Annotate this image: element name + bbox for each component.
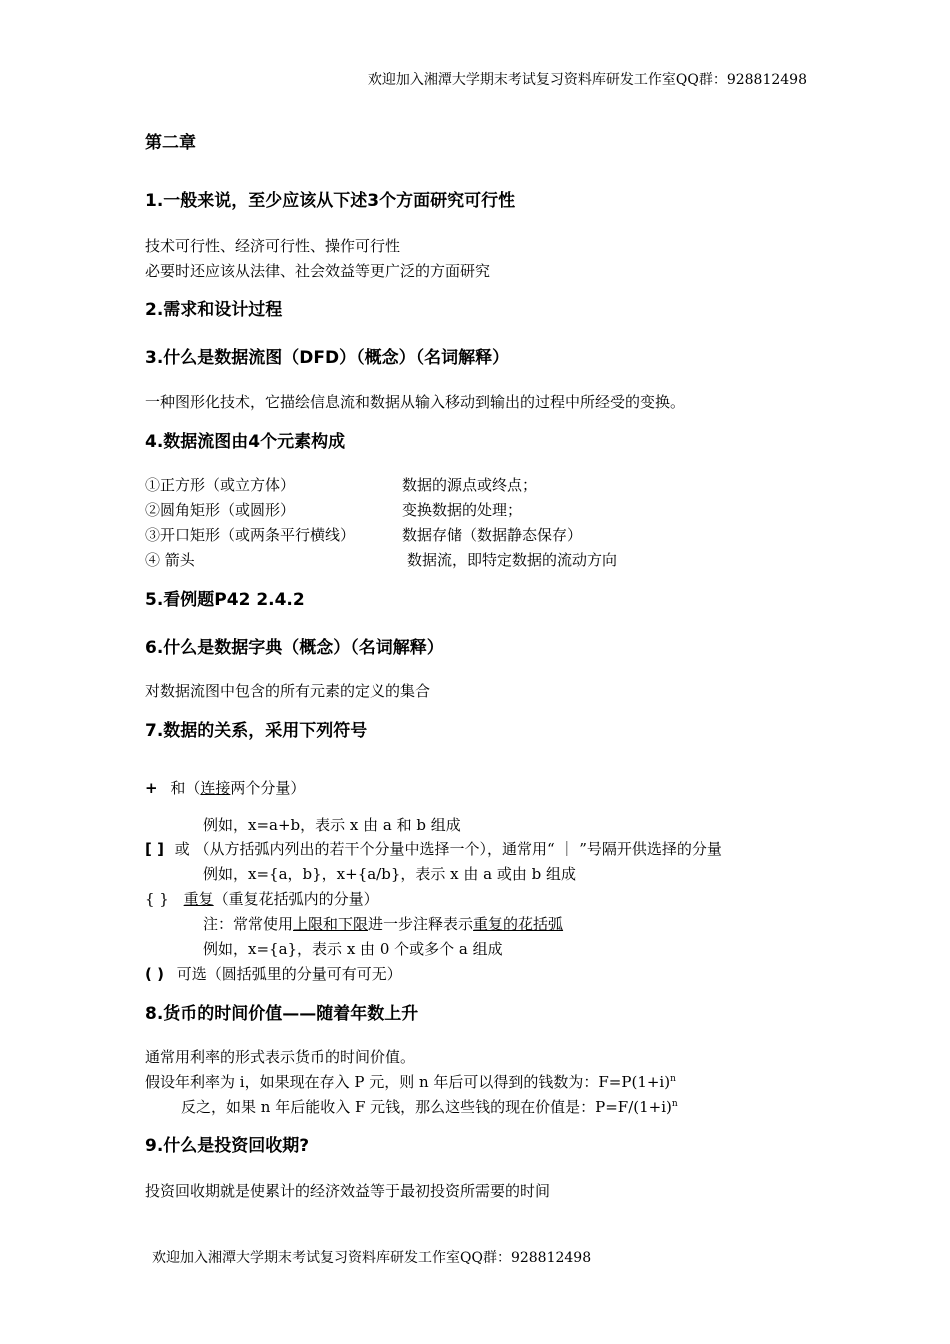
optional-line (145, 963, 402, 984)
element-name: ①正方形（或立方体） (145, 476, 296, 494)
section-3-body: 一种图形化技术，它描绘信息流和数据从输入移动到输出的过程中所经受的变换。 (145, 393, 686, 411)
element-meaning: 数据存储（数据静态保存） (402, 526, 583, 544)
note-underlined: 重复的花括弧 (473, 915, 564, 933)
or-symbol: [ ] (145, 840, 164, 858)
repeat-line (145, 888, 379, 909)
note-text: 注：常常使用 (203, 915, 294, 933)
repeat-underlined: 重复 (183, 890, 214, 908)
note-text: 进一步注释表示 (368, 915, 474, 933)
repeat-note (203, 913, 563, 934)
section-8-line: 通常用利率的形式表示货币的时间价值。 (145, 1048, 416, 1066)
section-8-heading: 8.货币的时间价值——随着年数上升 (145, 1004, 419, 1024)
or-text: 或 （从方括弧内列出的若干个分量中选择一个），通常用“ ｜ ”号隔开供选择的分量 (174, 840, 722, 858)
section-6-body: 对数据流图中包含的所有元素的定义的集合 (145, 682, 431, 700)
exponent: n (671, 1099, 678, 1109)
section-4-heading: 4.数据流图由4个元素构成 (145, 432, 346, 452)
section-5-heading: 5.看例题P42 2.4.2 (145, 590, 305, 610)
section-1-line: 必要时还应该从法律、社会效益等更广泛的方面研究 (145, 262, 491, 280)
section-6-heading: 6.什么是数据字典（概念）（名词解释） (145, 638, 444, 658)
exponent: n (670, 1074, 676, 1084)
formula-present-value: 反之，如果 n 年后能收入 F 元钱，那么这些钱的现在价值是：P=F/(1+i) (181, 1098, 672, 1116)
plus-text: 和（ (170, 779, 201, 797)
or-line (145, 838, 722, 859)
element-meaning: 变换数据的处理； (402, 501, 523, 519)
plus-line (145, 777, 305, 798)
repeat-example: 例如，x={a}，表示 x 由 0 个或多个 a 组成 (203, 940, 503, 958)
optional-symbol: ( ) (145, 965, 164, 983)
section-8-line (181, 1096, 678, 1117)
section-9-heading: 9.什么是投资回收期? (145, 1136, 310, 1156)
section-7-heading: 7.数据的关系，采用下列符号 (145, 721, 368, 741)
element-meaning: 数据流，即特定数据的流动方向 (407, 551, 618, 569)
plus-example: 例如，x=a+b，表示 x 由 a 和 b 组成 (203, 816, 461, 834)
section-1-heading: 1.一般来说，至少应该从下述3个方面研究可行性 (145, 191, 516, 211)
element-name: ④ 箭头 (145, 551, 195, 569)
page-header: 欢迎加入湘潭大学期末考试复习资料库研发工作室QQ群：928812498 (367, 72, 807, 88)
section-9-body: 投资回收期就是使累计的经济效益等于最初投资所需要的时间 (145, 1182, 551, 1200)
repeat-symbol: { } (145, 890, 169, 908)
note-underlined: 上限和下限 (293, 915, 369, 933)
section-3-heading: 3.什么是数据流图（DFD）（概念）（名词解释） (145, 348, 510, 368)
chapter-title: 第二章 (145, 133, 196, 153)
plus-symbol: + (145, 779, 158, 797)
optional-text: 可选（圆括弧里的分量可有可无） (176, 965, 402, 983)
plus-underlined: 连接 (200, 779, 231, 797)
section-1-line: 技术可行性、经济可行性、操作可行性 (145, 237, 401, 255)
element-name: ②圆角矩形（或圆形） (145, 501, 296, 519)
section-2-heading: 2.需求和设计过程 (145, 300, 283, 320)
element-name: ③开口矩形（或两条平行横线） (145, 526, 356, 544)
section-8-line (145, 1071, 676, 1092)
formula-future-value: 假设年利率为 i，如果现在存入 P 元，则 n 年后可以得到的钱数为：F=P(1+i) (145, 1073, 671, 1091)
plus-text: 两个分量） (230, 779, 306, 797)
element-meaning: 数据的源点或终点； (402, 476, 538, 494)
page-footer: 欢迎加入湘潭大学期末考试复习资料库研发工作室QQ群：928812498 (152, 1250, 592, 1266)
repeat-text: （重复花括弧内的分量） (213, 890, 379, 908)
or-example: 例如，x={a，b}，x+{a/b}，表示 x 由 a 或由 b 组成 (203, 865, 576, 883)
